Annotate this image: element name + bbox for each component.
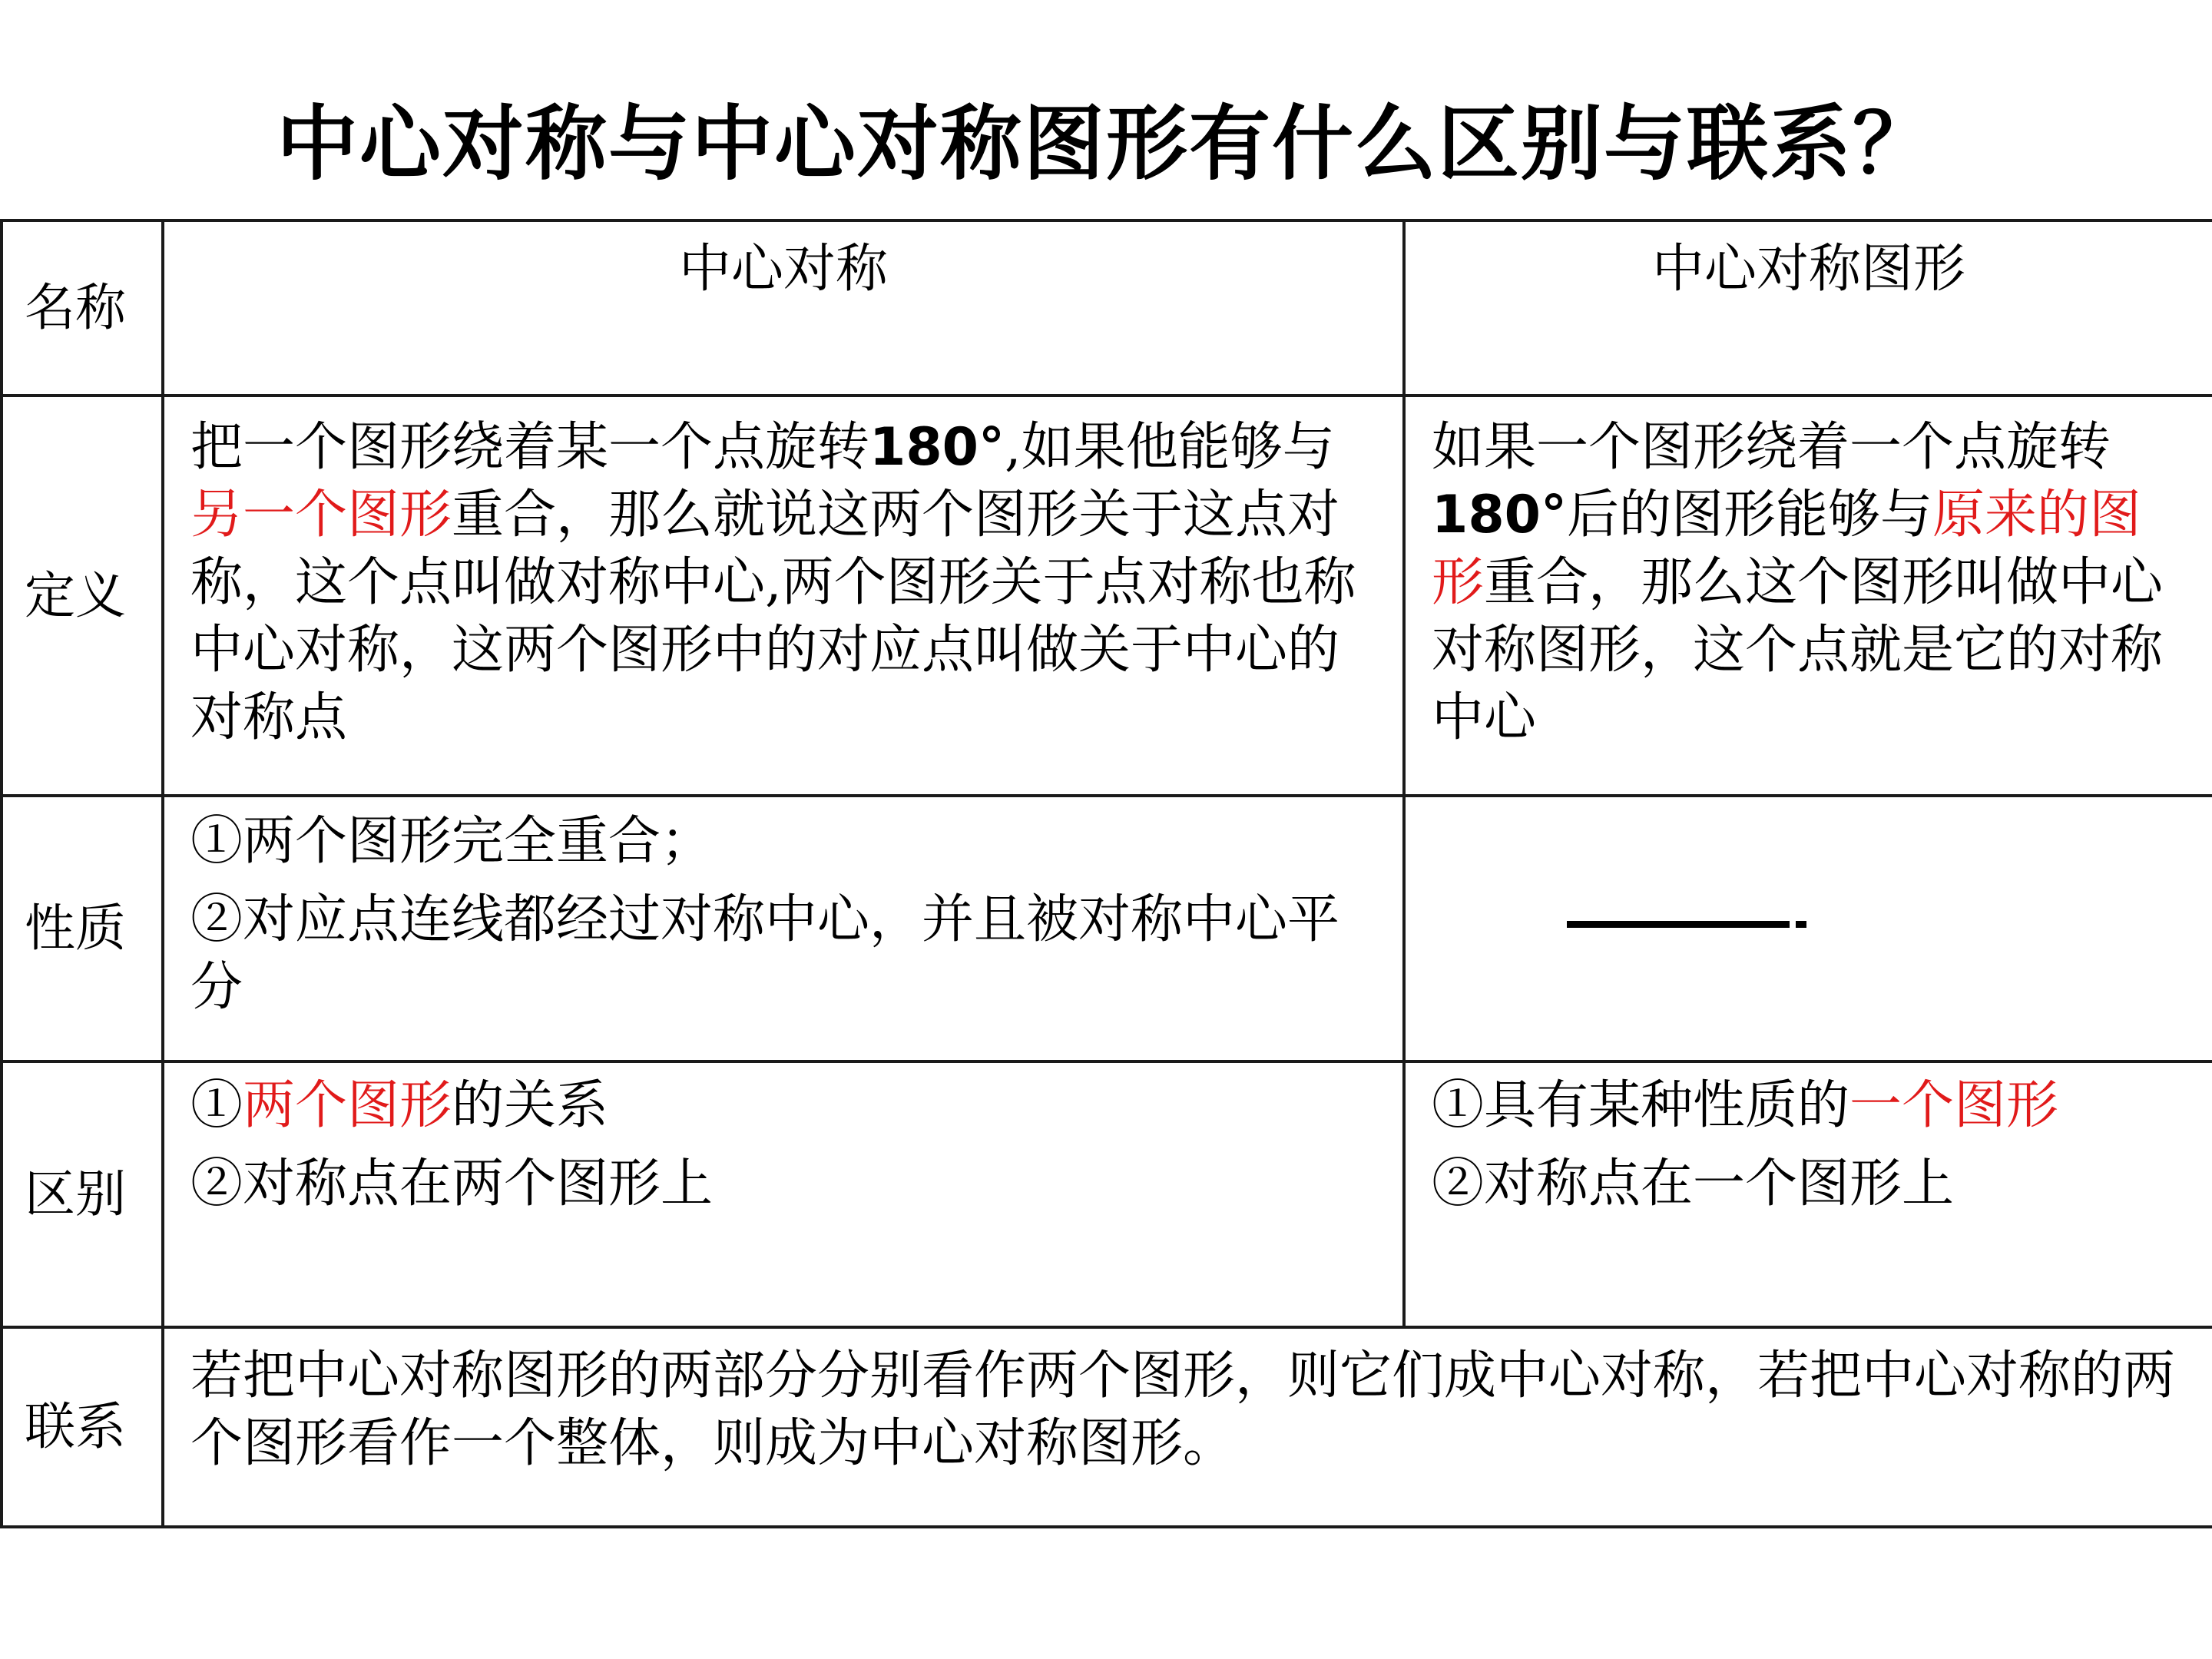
difference-item	[1432, 1072, 2189, 1140]
table-row-difference	[2, 1061, 2212, 1327]
difference-item-prefix: ①	[190, 1075, 243, 1136]
definition-angle: 180°	[1432, 485, 1567, 545]
definition-text-part: 后的图形能够与	[1566, 485, 1932, 545]
definition-central-symmetry	[163, 396, 1404, 796]
highlight-one-figure: 一个图形	[1849, 1075, 2059, 1136]
highlight-another-figure: 另一个图形	[190, 485, 452, 545]
difference-item: ②对称点在一个图形上	[1432, 1154, 1955, 1214]
row-label-name: 名称	[2, 220, 163, 396]
relation-text: 若把中心对称图形的两部分分别看作两个图形，则它们成中心对称，若把中心对称的两个图形看作一个整体，则成为中心对称图形。	[163, 1327, 2212, 1527]
table-row-relation	[2, 1327, 2212, 1527]
row-label-property: 性质	[2, 796, 163, 1061]
difference-central-symmetry	[163, 1061, 1404, 1327]
header-centrally-symmetric-figure: 中心对称图形	[1404, 220, 2212, 396]
highlight-two-figures: 两个图形	[243, 1075, 452, 1136]
property-centrally-symmetric-figure	[1404, 796, 2212, 1061]
row-label-definition: 定义	[2, 396, 163, 796]
property-item: ②对应点连线都经过对称中心，并且被对称中心平分	[190, 889, 1340, 1018]
definition-centrally-symmetric-figure	[1404, 396, 2212, 796]
header-central-symmetry: 中心对称	[163, 220, 1404, 396]
definition-text-part: 把一个图形绕着某一个点旋转	[190, 417, 870, 478]
difference-centrally-symmetric-figure	[1404, 1061, 2212, 1327]
table-row-definition	[2, 396, 2212, 796]
definition-text-part: 重合，那么就说这两个图形关于这点对称，这个点叫做对称中心,两个图形关于点对称也称中心对称，这两个图形中的对应点叫做关于中心的对称点	[190, 485, 1356, 748]
comparison-table	[0, 219, 2212, 1528]
definition-text-part: ,如果他能够与	[1004, 417, 1335, 478]
definition-angle: 180°	[869, 417, 1005, 478]
definition-text-part: 如果一个图形绕着一个点旋转	[1432, 417, 2111, 478]
table-row-property	[2, 796, 2212, 1061]
property-item: ①两个图形完全重合；	[190, 811, 714, 872]
difference-item-suffix: 的关系	[452, 1075, 609, 1136]
row-label-relation: 联系	[2, 1327, 163, 1527]
row-label-difference: 区别	[2, 1061, 163, 1327]
page-title: 中心对称与中心对称图形有什么区别与联系？	[276, 97, 1936, 191]
definition-text-part: 重合，那么这个图形叫做中心对称图形，这个点就是它的对称中心	[1432, 552, 2164, 748]
empty-cell-dash	[1567, 921, 1790, 928]
difference-item: ②对称点在两个图形上	[190, 1154, 714, 1214]
table-row-name	[2, 220, 2212, 396]
difference-item-prefix: ①具有某种性质的	[1432, 1075, 1850, 1136]
difference-item	[190, 1072, 1379, 1140]
property-central-symmetry	[163, 796, 1404, 1061]
highlight-original-figure: 原来的图形	[1432, 485, 2141, 613]
